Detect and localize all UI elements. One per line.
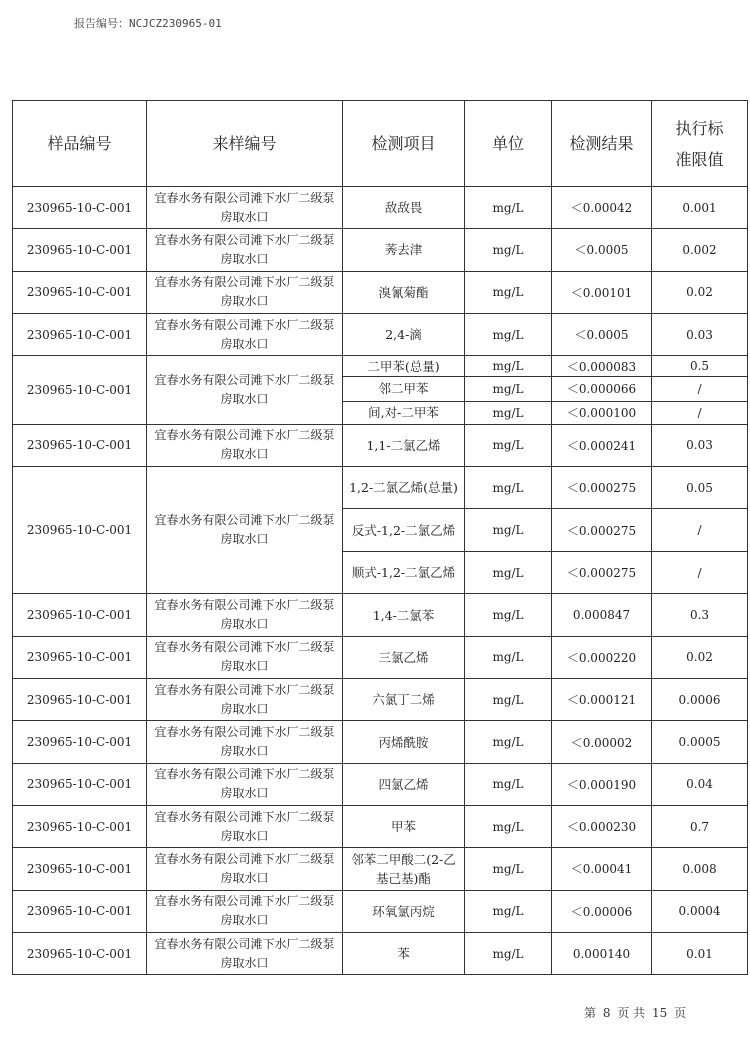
result-cell: ＜0.000275: [552, 551, 652, 594]
table-header-row: [13, 101, 748, 187]
test-item-cell: 顺式-1,2-二氯乙烯: [343, 551, 465, 594]
result-cell: ＜0.000083: [552, 356, 652, 377]
result-cell: ＜0.000066: [552, 377, 652, 402]
limit-cell: 0.03: [652, 313, 748, 355]
limit-cell: 0.3: [652, 594, 748, 636]
header-unit: 单位: [465, 101, 552, 187]
test-item-cell: 间,对-二甲苯: [343, 401, 465, 424]
result-cell: ＜0.000230: [552, 805, 652, 847]
unit-cell: mg/L: [465, 401, 552, 424]
sample-id-cell: 230965-10-C-001: [13, 229, 147, 271]
result-cell: ＜0.000275: [552, 509, 652, 552]
limit-cell: 0.02: [652, 271, 748, 313]
table-row: [13, 848, 748, 890]
table-row: [13, 636, 748, 678]
unit-cell: mg/L: [465, 763, 552, 805]
limit-cell: 0.5: [652, 356, 748, 377]
result-cell: ＜0.00002: [552, 721, 652, 763]
test-item-cell: 苯: [343, 932, 465, 974]
header-result: 检测结果: [552, 101, 652, 187]
source-id-cell: 宜春水务有限公司滩下水厂二级泵房取水口: [147, 890, 343, 932]
source-id-cell: 宜春水务有限公司滩下水厂二级泵房取水口: [147, 679, 343, 721]
result-cell: ＜0.00041: [552, 848, 652, 890]
source-id-cell: 宜春水务有限公司滩下水厂二级泵房取水口: [147, 313, 343, 355]
unit-cell: mg/L: [465, 932, 552, 974]
footer-page-number: 8: [602, 1006, 611, 1020]
source-id-cell: 宜春水务有限公司滩下水厂二级泵房取水口: [147, 229, 343, 271]
result-cell: 0.000847: [552, 594, 652, 636]
result-cell: ＜0.000220: [552, 636, 652, 678]
sample-id-cell: 230965-10-C-001: [13, 636, 147, 678]
unit-cell: mg/L: [465, 890, 552, 932]
sample-id-cell: 230965-10-C-001: [13, 890, 147, 932]
table-row: [13, 424, 748, 466]
result-cell: ＜0.000100: [552, 401, 652, 424]
source-id-cell: 宜春水务有限公司滩下水厂二级泵房取水口: [147, 805, 343, 847]
unit-cell: mg/L: [465, 679, 552, 721]
test-item-cell: 溴氰菊酯: [343, 271, 465, 313]
limit-cell: /: [652, 509, 748, 552]
table-row: [13, 890, 748, 932]
unit-cell: mg/L: [465, 356, 552, 377]
source-id-cell: 宜春水务有限公司滩下水厂二级泵房取水口: [147, 932, 343, 974]
table-row: [13, 594, 748, 636]
table-row: [13, 187, 748, 229]
test-item-cell: 邻苯二甲酸二(2-乙基己基)酯: [343, 848, 465, 890]
source-id-cell: 宜春水务有限公司滩下水厂二级泵房取水口: [147, 594, 343, 636]
unit-cell: mg/L: [465, 551, 552, 594]
sample-id-cell: 230965-10-C-001: [13, 721, 147, 763]
source-id-cell: 宜春水务有限公司滩下水厂二级泵房取水口: [147, 356, 343, 425]
footer-total-pages: 15: [651, 1006, 668, 1020]
unit-cell: mg/L: [465, 594, 552, 636]
limit-cell: 0.0005: [652, 721, 748, 763]
test-item-cell: 丙烯酰胺: [343, 721, 465, 763]
limit-cell: 0.05: [652, 466, 748, 509]
table-row: [13, 763, 748, 805]
test-item-cell: 反式-1,2-二氯乙烯: [343, 509, 465, 552]
unit-cell: mg/L: [465, 271, 552, 313]
sample-id-cell: 230965-10-C-001: [13, 466, 147, 594]
test-item-cell: 敌敌畏: [343, 187, 465, 229]
limit-cell: 0.002: [652, 229, 748, 271]
limit-cell: /: [652, 377, 748, 402]
test-item-cell: 1,4-二氯苯: [343, 594, 465, 636]
source-id-cell: 宜春水务有限公司滩下水厂二级泵房取水口: [147, 187, 343, 229]
limit-cell: 0.04: [652, 763, 748, 805]
test-item-cell: 六氯丁二烯: [343, 679, 465, 721]
limit-cell: /: [652, 551, 748, 594]
table-row: [13, 805, 748, 847]
unit-cell: mg/L: [465, 313, 552, 355]
source-id-cell: 宜春水务有限公司滩下水厂二级泵房取水口: [147, 848, 343, 890]
unit-cell: mg/L: [465, 509, 552, 552]
table-row: [13, 679, 748, 721]
source-id-cell: 宜春水务有限公司滩下水厂二级泵房取水口: [147, 721, 343, 763]
source-id-cell: 宜春水务有限公司滩下水厂二级泵房取水口: [147, 424, 343, 466]
footer-prefix: 第: [584, 1006, 597, 1020]
table-row: [13, 356, 748, 377]
unit-cell: mg/L: [465, 377, 552, 402]
footer-middle: 页 共: [617, 1006, 646, 1020]
limit-cell: 0.008: [652, 848, 748, 890]
result-cell: ＜0.00006: [552, 890, 652, 932]
table-row: [13, 271, 748, 313]
limit-cell: 0.001: [652, 187, 748, 229]
sample-id-cell: 230965-10-C-001: [13, 313, 147, 355]
limit-cell: 0.02: [652, 636, 748, 678]
test-item-cell: 1,1-二氯乙烯: [343, 424, 465, 466]
limit-cell: 0.03: [652, 424, 748, 466]
sample-id-cell: 230965-10-C-001: [13, 805, 147, 847]
results-table: [12, 100, 748, 975]
test-item-cell: 邻二甲苯: [343, 377, 465, 402]
result-cell: ＜0.0005: [552, 313, 652, 355]
test-item-cell: 二甲苯(总量): [343, 356, 465, 377]
table-row: [13, 932, 748, 974]
header-sample-id: 样品编号: [13, 101, 147, 187]
sample-id-cell: 230965-10-C-001: [13, 356, 147, 425]
result-cell: ＜0.000241: [552, 424, 652, 466]
header-source-id: 来样编号: [147, 101, 343, 187]
sample-id-cell: 230965-10-C-001: [13, 271, 147, 313]
unit-cell: mg/L: [465, 848, 552, 890]
table-row: [13, 229, 748, 271]
result-cell: ＜0.00101: [552, 271, 652, 313]
test-item-cell: 三氯乙烯: [343, 636, 465, 678]
test-item-cell: 1,2-二氯乙烯(总量): [343, 466, 465, 509]
table-row: [13, 721, 748, 763]
test-item-cell: 甲苯: [343, 805, 465, 847]
unit-cell: mg/L: [465, 721, 552, 763]
sample-id-cell: 230965-10-C-001: [13, 424, 147, 466]
page-footer: [584, 1004, 686, 1021]
table-body: [13, 187, 748, 975]
unit-cell: mg/L: [465, 805, 552, 847]
test-item-cell: 四氯乙烯: [343, 763, 465, 805]
result-cell: ＜0.000275: [552, 466, 652, 509]
test-item-cell: 2,4-滴: [343, 313, 465, 355]
unit-cell: mg/L: [465, 424, 552, 466]
unit-cell: mg/L: [465, 636, 552, 678]
limit-cell: 0.0004: [652, 890, 748, 932]
result-cell: ＜0.00042: [552, 187, 652, 229]
result-cell: 0.000140: [552, 932, 652, 974]
source-id-cell: 宜春水务有限公司滩下水厂二级泵房取水口: [147, 271, 343, 313]
sample-id-cell: 230965-10-C-001: [13, 763, 147, 805]
source-id-cell: 宜春水务有限公司滩下水厂二级泵房取水口: [147, 636, 343, 678]
sample-id-cell: 230965-10-C-001: [13, 187, 147, 229]
source-id-cell: 宜春水务有限公司滩下水厂二级泵房取水口: [147, 763, 343, 805]
sample-id-cell: 230965-10-C-001: [13, 679, 147, 721]
header-limit: 执行标准限值: [652, 101, 748, 187]
unit-cell: mg/L: [465, 187, 552, 229]
sample-id-cell: 230965-10-C-001: [13, 594, 147, 636]
source-id-cell: 宜春水务有限公司滩下水厂二级泵房取水口: [147, 466, 343, 594]
unit-cell: mg/L: [465, 466, 552, 509]
test-item-cell: 环氧氯丙烷: [343, 890, 465, 932]
table-row: [13, 466, 748, 509]
limit-cell: 0.7: [652, 805, 748, 847]
limit-cell: 0.0006: [652, 679, 748, 721]
table-row: [13, 313, 748, 355]
result-cell: ＜0.0005: [552, 229, 652, 271]
sample-id-cell: 230965-10-C-001: [13, 848, 147, 890]
report-number: 报告编号：NCJCZ230965-01: [74, 17, 222, 30]
limit-cell: /: [652, 401, 748, 424]
test-item-cell: 莠去津: [343, 229, 465, 271]
result-cell: ＜0.000190: [552, 763, 652, 805]
unit-cell: mg/L: [465, 229, 552, 271]
result-cell: ＜0.000121: [552, 679, 652, 721]
sample-id-cell: 230965-10-C-001: [13, 932, 147, 974]
header-test-item: 检测项目: [343, 101, 465, 187]
limit-cell: 0.01: [652, 932, 748, 974]
footer-suffix: 页: [674, 1006, 687, 1020]
